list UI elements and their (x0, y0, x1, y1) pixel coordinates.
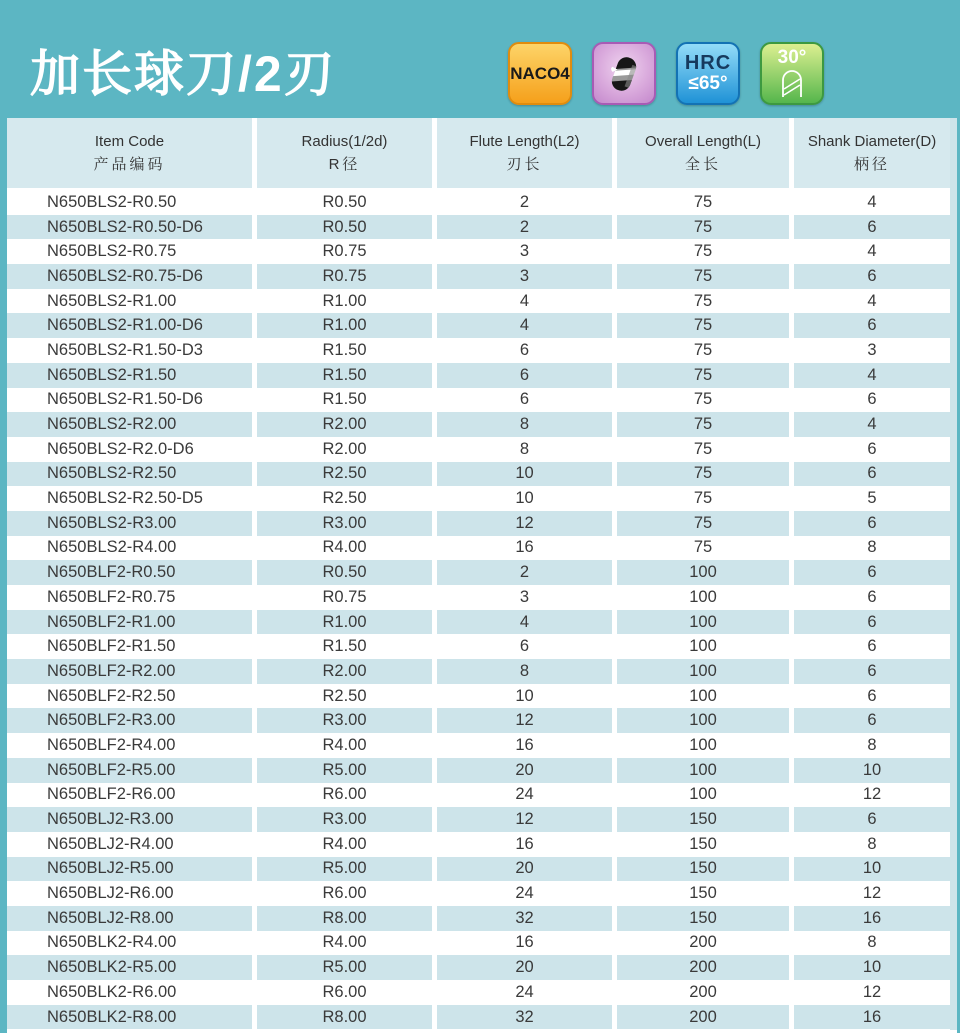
column-header-en: Flute Length(L2) (469, 132, 580, 150)
spec-value-cell: 4 (437, 313, 612, 338)
item-code-cell: N650BLK2-R5.00 (7, 955, 252, 980)
item-code-cell: N650BLS2-R1.50-D3 (7, 338, 252, 363)
item-code-cell: N650BLS2-R0.75 (7, 239, 252, 264)
column-header-zh: R径 (328, 155, 361, 173)
item-code-cell: N650BLS2-R0.75-D6 (7, 264, 252, 289)
spec-value-cell: R3.00 (257, 708, 432, 733)
spec-value-cell: 20 (437, 758, 612, 783)
table-row (7, 758, 950, 783)
spec-value-cell: 75 (617, 215, 789, 240)
table-row (7, 190, 950, 215)
spec-value-cell: 16 (437, 832, 612, 857)
spec-value-cell: R4.00 (257, 536, 432, 561)
table-row (7, 807, 950, 832)
spec-value-cell: R3.00 (257, 511, 432, 536)
spec-value-cell: 6 (794, 807, 950, 832)
spec-value-cell: R0.75 (257, 239, 432, 264)
spec-value-cell: 6 (437, 388, 612, 413)
spec-value-cell: 6 (794, 264, 950, 289)
spec-badges (508, 42, 824, 105)
spec-value-cell: 20 (437, 955, 612, 980)
spec-value-cell: 8 (794, 931, 950, 956)
item-code-cell: N650BLK2-R8.00 (7, 1005, 252, 1030)
spec-value-cell: 75 (617, 437, 789, 462)
spec-value-cell: 2 (437, 190, 612, 215)
table-row (7, 1005, 950, 1030)
column-header-shank-diameter (794, 118, 950, 188)
spec-value-cell: 10 (794, 857, 950, 882)
spec-value-cell: 150 (617, 857, 789, 882)
spec-value-cell: R1.50 (257, 363, 432, 388)
spec-value-cell: 100 (617, 733, 789, 758)
spec-value-cell: 20 (437, 857, 612, 882)
spec-value-cell: 200 (617, 1005, 789, 1030)
spec-value-cell: 4 (794, 363, 950, 388)
item-code-cell: N650BLS2-R2.50 (7, 462, 252, 487)
spec-value-cell: R2.00 (257, 412, 432, 437)
table-row (7, 264, 950, 289)
item-code-cell: N650BLF2-R1.50 (7, 634, 252, 659)
column-header-zh: 全长 (684, 155, 721, 173)
table-row (7, 486, 950, 511)
spec-value-cell: 32 (437, 1005, 612, 1030)
spec-value-cell: R1.00 (257, 313, 432, 338)
column-header-zh: 柄径 (853, 155, 890, 173)
spec-value-cell: 100 (617, 560, 789, 585)
table-row (7, 980, 950, 1005)
column-header-item-code (7, 118, 252, 188)
spec-value-cell: 8 (794, 536, 950, 561)
table-row (7, 783, 950, 808)
spec-value-cell: 100 (617, 659, 789, 684)
table-body (7, 190, 957, 1029)
spec-value-cell: 6 (794, 610, 950, 635)
item-code-cell: N650BLS2-R2.00 (7, 412, 252, 437)
spec-value-cell: 6 (794, 437, 950, 462)
item-code-cell: N650BLS2-R0.50 (7, 190, 252, 215)
spec-value-cell: 75 (617, 511, 789, 536)
spec-value-cell: 100 (617, 708, 789, 733)
spec-value-cell: 12 (437, 708, 612, 733)
spec-value-cell: R3.00 (257, 807, 432, 832)
spec-value-cell: 75 (617, 313, 789, 338)
spec-value-cell: 10 (794, 758, 950, 783)
spec-value-cell: R4.00 (257, 832, 432, 857)
item-code-cell: N650BLS2-R4.00 (7, 536, 252, 561)
spec-value-cell: R2.00 (257, 659, 432, 684)
coating-badge (508, 42, 572, 105)
spec-value-cell: 8 (794, 832, 950, 857)
item-code-cell: N650BLK2-R4.00 (7, 931, 252, 956)
spec-value-cell: R8.00 (257, 906, 432, 931)
ball-endmill-icon (603, 53, 645, 95)
spec-value-cell: 100 (617, 610, 789, 635)
column-header-en: Radius(1/2d) (301, 132, 388, 150)
spec-value-cell: 6 (794, 215, 950, 240)
item-code-cell: N650BLF2-R6.00 (7, 783, 252, 808)
item-code-cell: N650BLF2-R2.50 (7, 684, 252, 709)
table-row (7, 659, 950, 684)
item-code-cell: N650BLJ2-R8.00 (7, 906, 252, 931)
column-header-zh: 产品编码 (93, 155, 166, 173)
spec-value-cell: 4 (437, 610, 612, 635)
spec-value-cell: 16 (437, 733, 612, 758)
spec-value-cell: 4 (794, 412, 950, 437)
spec-value-cell: 6 (794, 684, 950, 709)
spec-value-cell: 16 (437, 931, 612, 956)
spec-value-cell: R0.75 (257, 264, 432, 289)
coating-badge-label: NACO4 (510, 63, 570, 83)
spec-value-cell: 10 (794, 955, 950, 980)
product-table (7, 118, 957, 1033)
table-row (7, 733, 950, 758)
spec-value-cell: 12 (437, 807, 612, 832)
spec-value-cell: 8 (794, 733, 950, 758)
spec-value-cell: 6 (437, 634, 612, 659)
table-right-strip (950, 118, 957, 1030)
spec-value-cell: 24 (437, 783, 612, 808)
spec-value-cell: R4.00 (257, 931, 432, 956)
table-row (7, 388, 950, 413)
item-code-cell: N650BLS2-R3.00 (7, 511, 252, 536)
spec-value-cell: 75 (617, 412, 789, 437)
spec-value-cell: R1.50 (257, 388, 432, 413)
item-code-cell: N650BLF2-R0.75 (7, 585, 252, 610)
spec-value-cell: 150 (617, 881, 789, 906)
spec-value-cell: 6 (794, 634, 950, 659)
spec-value-cell: 75 (617, 486, 789, 511)
spec-value-cell: 200 (617, 980, 789, 1005)
item-code-cell: N650BLJ2-R6.00 (7, 881, 252, 906)
item-code-cell: N650BLF2-R3.00 (7, 708, 252, 733)
spec-value-cell: 100 (617, 585, 789, 610)
spec-value-cell: 24 (437, 881, 612, 906)
spec-value-cell: 75 (617, 289, 789, 314)
item-code-cell: N650BLJ2-R4.00 (7, 832, 252, 857)
item-code-cell: N650BLS2-R0.50-D6 (7, 215, 252, 240)
spec-value-cell: R0.50 (257, 215, 432, 240)
spec-value-cell: 32 (437, 906, 612, 931)
item-code-cell: N650BLK2-R6.00 (7, 980, 252, 1005)
table-row (7, 338, 950, 363)
spec-value-cell: 8 (437, 412, 612, 437)
spec-value-cell: 10 (437, 684, 612, 709)
item-code-cell: N650BLF2-R2.00 (7, 659, 252, 684)
spec-value-cell: 2 (437, 560, 612, 585)
item-code-cell: N650BLS2-R1.00-D6 (7, 313, 252, 338)
column-header-en: Item Code (94, 132, 165, 150)
ball-endmill-badge (592, 42, 656, 105)
spec-value-cell: 6 (437, 338, 612, 363)
spec-value-cell: 100 (617, 758, 789, 783)
table-row (7, 363, 950, 388)
spec-value-cell: 12 (794, 783, 950, 808)
spec-value-cell: 75 (617, 462, 789, 487)
table-row (7, 462, 950, 487)
spec-value-cell: R5.00 (257, 857, 432, 882)
column-header-overall-length (617, 118, 789, 188)
item-code-cell: N650BLJ2-R5.00 (7, 857, 252, 882)
spec-value-cell: R1.00 (257, 289, 432, 314)
spec-value-cell: 150 (617, 807, 789, 832)
page-title: 加长球刀/2刃 (30, 46, 336, 102)
spec-value-cell: R6.00 (257, 980, 432, 1005)
spec-value-cell: 75 (617, 338, 789, 363)
spec-value-cell: 16 (794, 1005, 950, 1030)
column-header-radius (257, 118, 432, 188)
column-header-zh: 刃长 (506, 155, 543, 173)
hardness-badge-title: HRC (684, 52, 732, 75)
spec-value-cell: 10 (437, 486, 612, 511)
spec-value-cell: R1.00 (257, 610, 432, 635)
table-row (7, 610, 950, 635)
item-code-cell: N650BLS2-R2.0-D6 (7, 437, 252, 462)
spec-value-cell: 200 (617, 955, 789, 980)
spec-value-cell: 12 (794, 881, 950, 906)
spec-value-cell: 6 (794, 388, 950, 413)
spec-value-cell: 3 (437, 264, 612, 289)
table-row (7, 313, 950, 338)
column-header-flute-length (437, 118, 612, 188)
table-row (7, 511, 950, 536)
table-row (7, 289, 950, 314)
spec-value-cell: 150 (617, 832, 789, 857)
spec-value-cell: 5 (794, 486, 950, 511)
item-code-cell: N650BLF2-R1.00 (7, 610, 252, 635)
item-code-cell: N650BLF2-R0.50 (7, 560, 252, 585)
table-row (7, 832, 950, 857)
item-code-cell: N650BLS2-R1.50 (7, 363, 252, 388)
spec-value-cell: R2.50 (257, 486, 432, 511)
column-header-en: Overall Length(L) (645, 132, 761, 150)
spec-value-cell: 150 (617, 906, 789, 931)
spec-value-cell: 6 (794, 659, 950, 684)
spec-value-cell: 3 (437, 239, 612, 264)
spec-value-cell: 3 (437, 585, 612, 610)
helix-flute-icon (779, 68, 805, 98)
table-row (7, 560, 950, 585)
table-row (7, 412, 950, 437)
spec-value-cell: R2.50 (257, 462, 432, 487)
spec-value-cell: 10 (437, 462, 612, 487)
table-row (7, 708, 950, 733)
spec-value-cell: 6 (794, 585, 950, 610)
item-code-cell: N650BLS2-R1.50-D6 (7, 388, 252, 413)
table-row (7, 906, 950, 931)
spec-value-cell: 12 (794, 980, 950, 1005)
spec-value-cell: 100 (617, 783, 789, 808)
spec-value-cell: 75 (617, 536, 789, 561)
column-header-en: Shank Diameter(D) (807, 132, 937, 150)
spec-value-cell: 8 (437, 437, 612, 462)
spec-value-cell: R2.50 (257, 684, 432, 709)
spec-value-cell: 200 (617, 931, 789, 956)
spec-value-cell: 6 (794, 511, 950, 536)
spec-value-cell: R2.00 (257, 437, 432, 462)
spec-value-cell: R5.00 (257, 955, 432, 980)
table-row (7, 585, 950, 610)
spec-value-cell: R4.00 (257, 733, 432, 758)
helix-angle-value: 30° (777, 47, 807, 68)
spec-value-cell: 24 (437, 980, 612, 1005)
spec-value-cell: 4 (794, 190, 950, 215)
table-row (7, 536, 950, 561)
spec-value-cell: 75 (617, 239, 789, 264)
spec-value-cell: 6 (437, 363, 612, 388)
table-row (7, 634, 950, 659)
item-code-cell: N650BLJ2-R3.00 (7, 807, 252, 832)
spec-value-cell: 16 (437, 536, 612, 561)
spec-value-cell: 6 (794, 708, 950, 733)
item-code-cell: N650BLS2-R2.50-D5 (7, 486, 252, 511)
spec-value-cell: R0.50 (257, 190, 432, 215)
spec-value-cell: 4 (794, 289, 950, 314)
item-code-cell: N650BLS2-R1.00 (7, 289, 252, 314)
table-row (7, 857, 950, 882)
spec-value-cell: 12 (437, 511, 612, 536)
spec-value-cell: R1.50 (257, 338, 432, 363)
item-code-cell: N650BLF2-R5.00 (7, 758, 252, 783)
spec-value-cell: 75 (617, 190, 789, 215)
spec-value-cell: 6 (794, 560, 950, 585)
table-row (7, 881, 950, 906)
table-row (7, 215, 950, 240)
spec-value-cell: R6.00 (257, 881, 432, 906)
spec-value-cell: R0.50 (257, 560, 432, 585)
hardness-badge (676, 42, 740, 105)
item-code-cell: N650BLF2-R4.00 (7, 733, 252, 758)
table-row (7, 684, 950, 709)
helix-angle-badge (760, 42, 824, 105)
spec-value-cell: 75 (617, 388, 789, 413)
spec-value-cell: R1.50 (257, 634, 432, 659)
hardness-badge-value: ≤65° (688, 73, 728, 95)
spec-value-cell: R0.75 (257, 585, 432, 610)
spec-value-cell: R8.00 (257, 1005, 432, 1030)
spec-value-cell: 100 (617, 634, 789, 659)
table-row (7, 239, 950, 264)
spec-value-cell: R5.00 (257, 758, 432, 783)
spec-value-cell: 6 (794, 462, 950, 487)
spec-value-cell: 4 (437, 289, 612, 314)
spec-value-cell: 75 (617, 264, 789, 289)
spec-value-cell: 100 (617, 684, 789, 709)
spec-value-cell: 75 (617, 363, 789, 388)
spec-value-cell: 3 (794, 338, 950, 363)
spec-value-cell: 6 (794, 313, 950, 338)
spec-value-cell: 4 (794, 239, 950, 264)
spec-value-cell: 8 (437, 659, 612, 684)
spec-value-cell: 16 (794, 906, 950, 931)
spec-value-cell: R6.00 (257, 783, 432, 808)
table-header-row (7, 118, 950, 188)
table-row (7, 931, 950, 956)
spec-value-cell: 2 (437, 215, 612, 240)
table-row (7, 437, 950, 462)
table-row (7, 955, 950, 980)
